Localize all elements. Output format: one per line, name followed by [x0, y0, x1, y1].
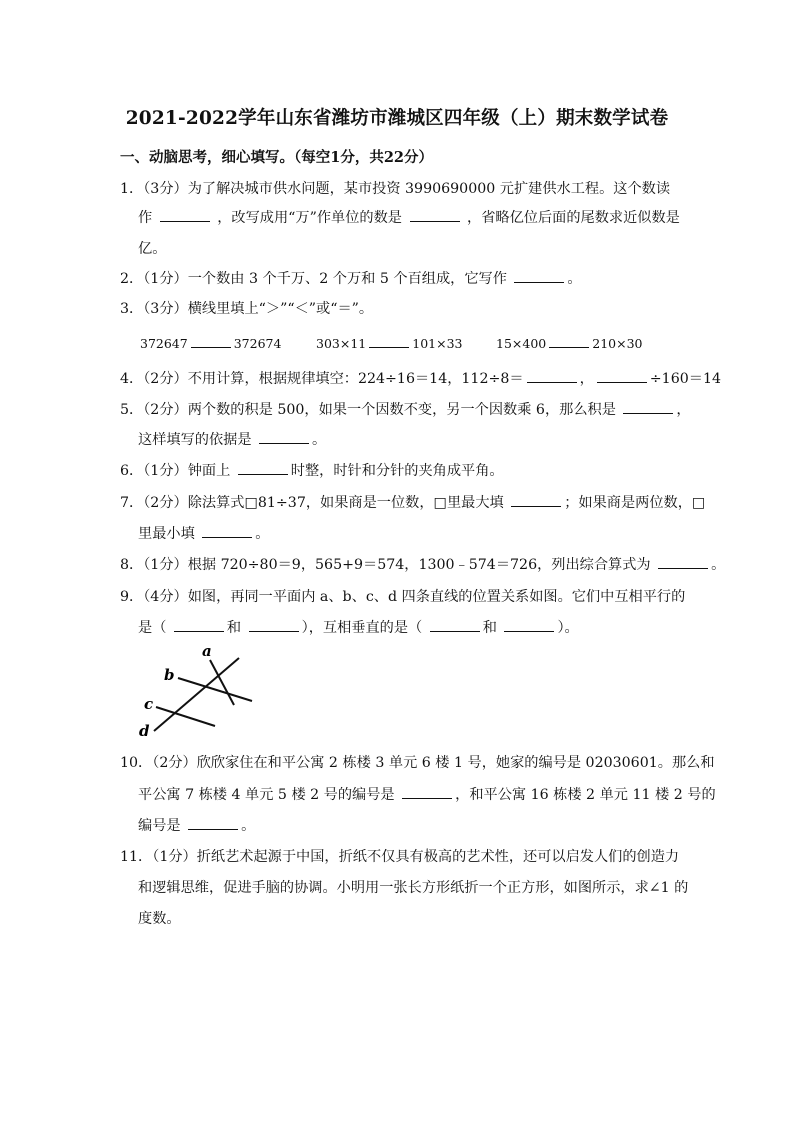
question-9-line-1: 9．（4分）如图，再同一平面内 a、b、c、d 四条直线的位置关系如图。它们中互相平行的 — [120, 589, 686, 605]
line-c — [156, 707, 215, 726]
question-10-line-3: 编号是 。 — [138, 818, 256, 834]
label-d: d — [139, 722, 150, 740]
answer-blank[interactable] — [188, 817, 238, 830]
answer-blank[interactable] — [238, 462, 288, 475]
label-b: b — [164, 666, 175, 684]
answer-blank[interactable] — [202, 525, 252, 538]
question-7-line-1: 7．（2分）除法算式□81÷37，如果商是一位数，□里最大填 ；如果商是两位数，□ — [120, 495, 706, 511]
answer-blank[interactable] — [511, 494, 561, 507]
question-5-line-2: 这样填写的依据是 。 — [138, 432, 327, 448]
comparison-2: 303×11 101×33 — [316, 336, 463, 351]
question-5-line-1: 5．（2分）两个数的积是 500，如果一个因数不变，另一个因数乘 6，那么积是 ， — [120, 402, 691, 418]
question-1-line-1: 1．（3分）为了解决城市供水问题，某市投资 3990690000 元扩建供水工程。这个数读 — [120, 181, 671, 197]
answer-blank[interactable] — [597, 370, 647, 383]
comparison-3: 15×400 210×30 — [496, 336, 643, 351]
lines-figure — [138, 643, 278, 743]
answer-blank[interactable] — [549, 335, 589, 348]
answer-blank[interactable] — [623, 401, 673, 414]
question-7-line-2: 里最小填 。 — [138, 526, 270, 542]
answer-blank[interactable] — [191, 335, 231, 348]
question-2: 2．（1分）一个数由 3 个千万、2 个万和 5 个百组成，它写作 。 — [120, 271, 582, 287]
answer-blank[interactable] — [402, 786, 452, 799]
line-a — [210, 660, 234, 705]
question-3: 3．（3分）横线里填上“＞”“＜”或“＝”。 — [120, 301, 374, 317]
answer-blank[interactable] — [410, 209, 460, 222]
question-11-line-1: 11．（1分）折纸艺术起源于中国，折纸不仅具有极高的艺术性，还可以启发人们的创造力 — [120, 849, 680, 865]
question-1-line-3: 亿。 — [138, 241, 167, 257]
answer-blank[interactable] — [249, 619, 299, 632]
answer-blank[interactable] — [658, 556, 708, 569]
section-heading: 一、动脑思考，细心填写。（每空1分，共22分） — [120, 149, 434, 166]
answer-blank[interactable] — [430, 619, 480, 632]
answer-blank[interactable] — [160, 209, 210, 222]
page-title: 2021-2022学年山东省潍坊市潍城区四年级（上）期末数学试卷 — [125, 108, 669, 129]
question-6: 6．（1分）钟面上 时整，时针和分针的夹角成平角。 — [120, 463, 504, 479]
question-4: 4．（2分）不用计算，根据规律填空：224÷16＝14，112÷8＝ ， ÷160＝14 — [120, 371, 722, 387]
question-10-line-2: 平公寓 7 栋楼 4 单元 5 楼 2 号的编号是 ，和平公寓 16 栋楼 2 单元 11 楼 2 号的 — [138, 787, 716, 803]
question-11-line-3: 度数。 — [138, 911, 181, 927]
question-11-line-2: 和逻辑思维，促进手脑的协调。小明用一张长方形纸折一个正方形，如图所示，求∠1 的 — [138, 880, 689, 896]
answer-blank[interactable] — [174, 619, 224, 632]
question-1-line-2: 作 ，改写成用“万”作单位的数是 ，省略亿位后面的尾数求近似数是 — [138, 210, 680, 226]
label-c: c — [144, 695, 154, 713]
answer-blank[interactable] — [369, 335, 409, 348]
line-b — [178, 678, 252, 701]
answer-blank[interactable] — [527, 370, 577, 383]
comparison-1: 372647 372674 — [140, 336, 282, 351]
answer-blank[interactable] — [259, 431, 309, 444]
label-a: a — [202, 643, 212, 660]
question-9-line-2: 是（ 和 ），互相垂直的是（ 和 ）。 — [138, 620, 579, 636]
answer-blank[interactable] — [504, 619, 554, 632]
answer-blank[interactable] — [514, 270, 564, 283]
question-8: 8．（1分）根据 720÷80＝9，565+9＝574，1300﹣574＝726，列出综合算式为 。 — [120, 557, 726, 573]
question-10-line-1: 10．（2分）欣欣家住在和平公寓 2 栋楼 3 单元 6 楼 1 号，她家的编号是 02030601。那么和 — [120, 755, 715, 771]
